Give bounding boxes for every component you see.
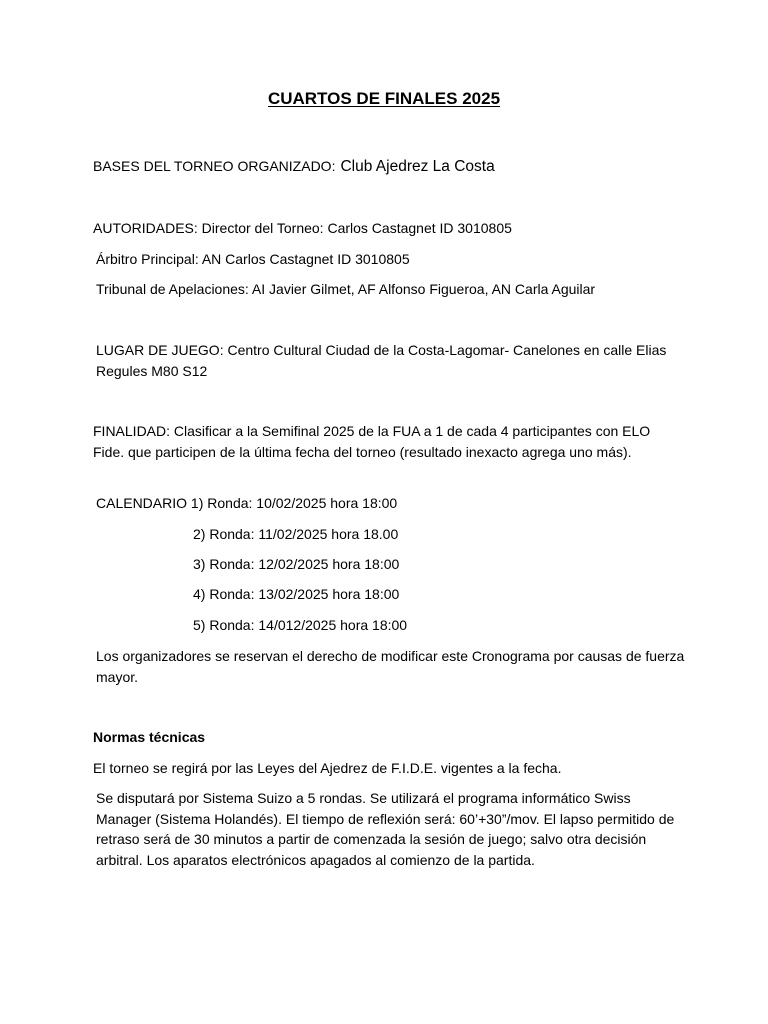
bases-organizer: Club Ajedrez La Costa bbox=[340, 158, 495, 175]
ronda-5: 5) Ronda: 14/012/2025 hora 18:00 bbox=[193, 617, 408, 633]
normas-paragraph-2: Se disputará por Sistema Suizo a 5 rondas. Se utilizará el programa informático Swiss Manager (Sistema Holandés). El tiempo de reflexión será: 60’+30”/mov. El lapso permitido de retraso será de 30 minutos a partir de comenzada la sesión de juego; salvo otra decisión arbitral. Los aparatos electrónicos apagados al comienzo de la partida. bbox=[96, 790, 675, 868]
ronda-2: 2) Ronda: 11/02/2025 hora 18.00 bbox=[193, 526, 399, 542]
finalidad-paragraph: FINALIDAD: Clasificar a la Semifinal 2025 de la FUA a 1 de cada 4 participantes con ELO Fide. que participen de la última fecha del torneo (resultado inexacto agrega uno más). bbox=[93, 423, 651, 460]
calendario-line bbox=[93, 493, 686, 514]
bases-line bbox=[93, 156, 683, 178]
ronda-4: 4) Ronda: 13/02/2025 hora 18:00 bbox=[193, 586, 400, 602]
normas-heading: Normas técnicas bbox=[93, 729, 206, 745]
normas-paragraph-1: El torneo se regirá por las Leyes del Ajedrez de F.I.D.E. vigentes a la fecha. bbox=[93, 760, 562, 776]
autoridades-line: AUTORIDADES: Director del Torneo: Carlos Castagnet ID 3010805 bbox=[93, 220, 512, 236]
organizadores-paragraph: Los organizadores se reservan el derecho de modificar este Cronograma por causas de fuerza mayor. bbox=[96, 648, 685, 685]
ronda-1: 1) Ronda: 10/02/2025 hora 18:00 bbox=[190, 495, 398, 511]
bases-label: BASES DEL TORNEO ORGANIZADO: bbox=[93, 158, 336, 174]
ronda-3: 3) Ronda: 12/02/2025 hora 18:00 bbox=[193, 556, 400, 572]
calendario-label: CALENDARIO bbox=[96, 495, 188, 511]
tribunal-line: Tribunal de Apelaciones: AI Javier Gilmet, AF Alfonso Figueroa, AN Carla Aguilar bbox=[96, 281, 596, 297]
arbitro-line: Árbitro Principal: AN Carlos Castagnet ID 3010805 bbox=[96, 251, 410, 267]
document-title: CUARTOS DE FINALES 2025 bbox=[267, 89, 501, 108]
lugar-paragraph: LUGAR DE JUEGO: Centro Cultural Ciudad de la Costa-Lagomar- Canelones en calle Elias Regules M80 S12 bbox=[96, 342, 667, 379]
